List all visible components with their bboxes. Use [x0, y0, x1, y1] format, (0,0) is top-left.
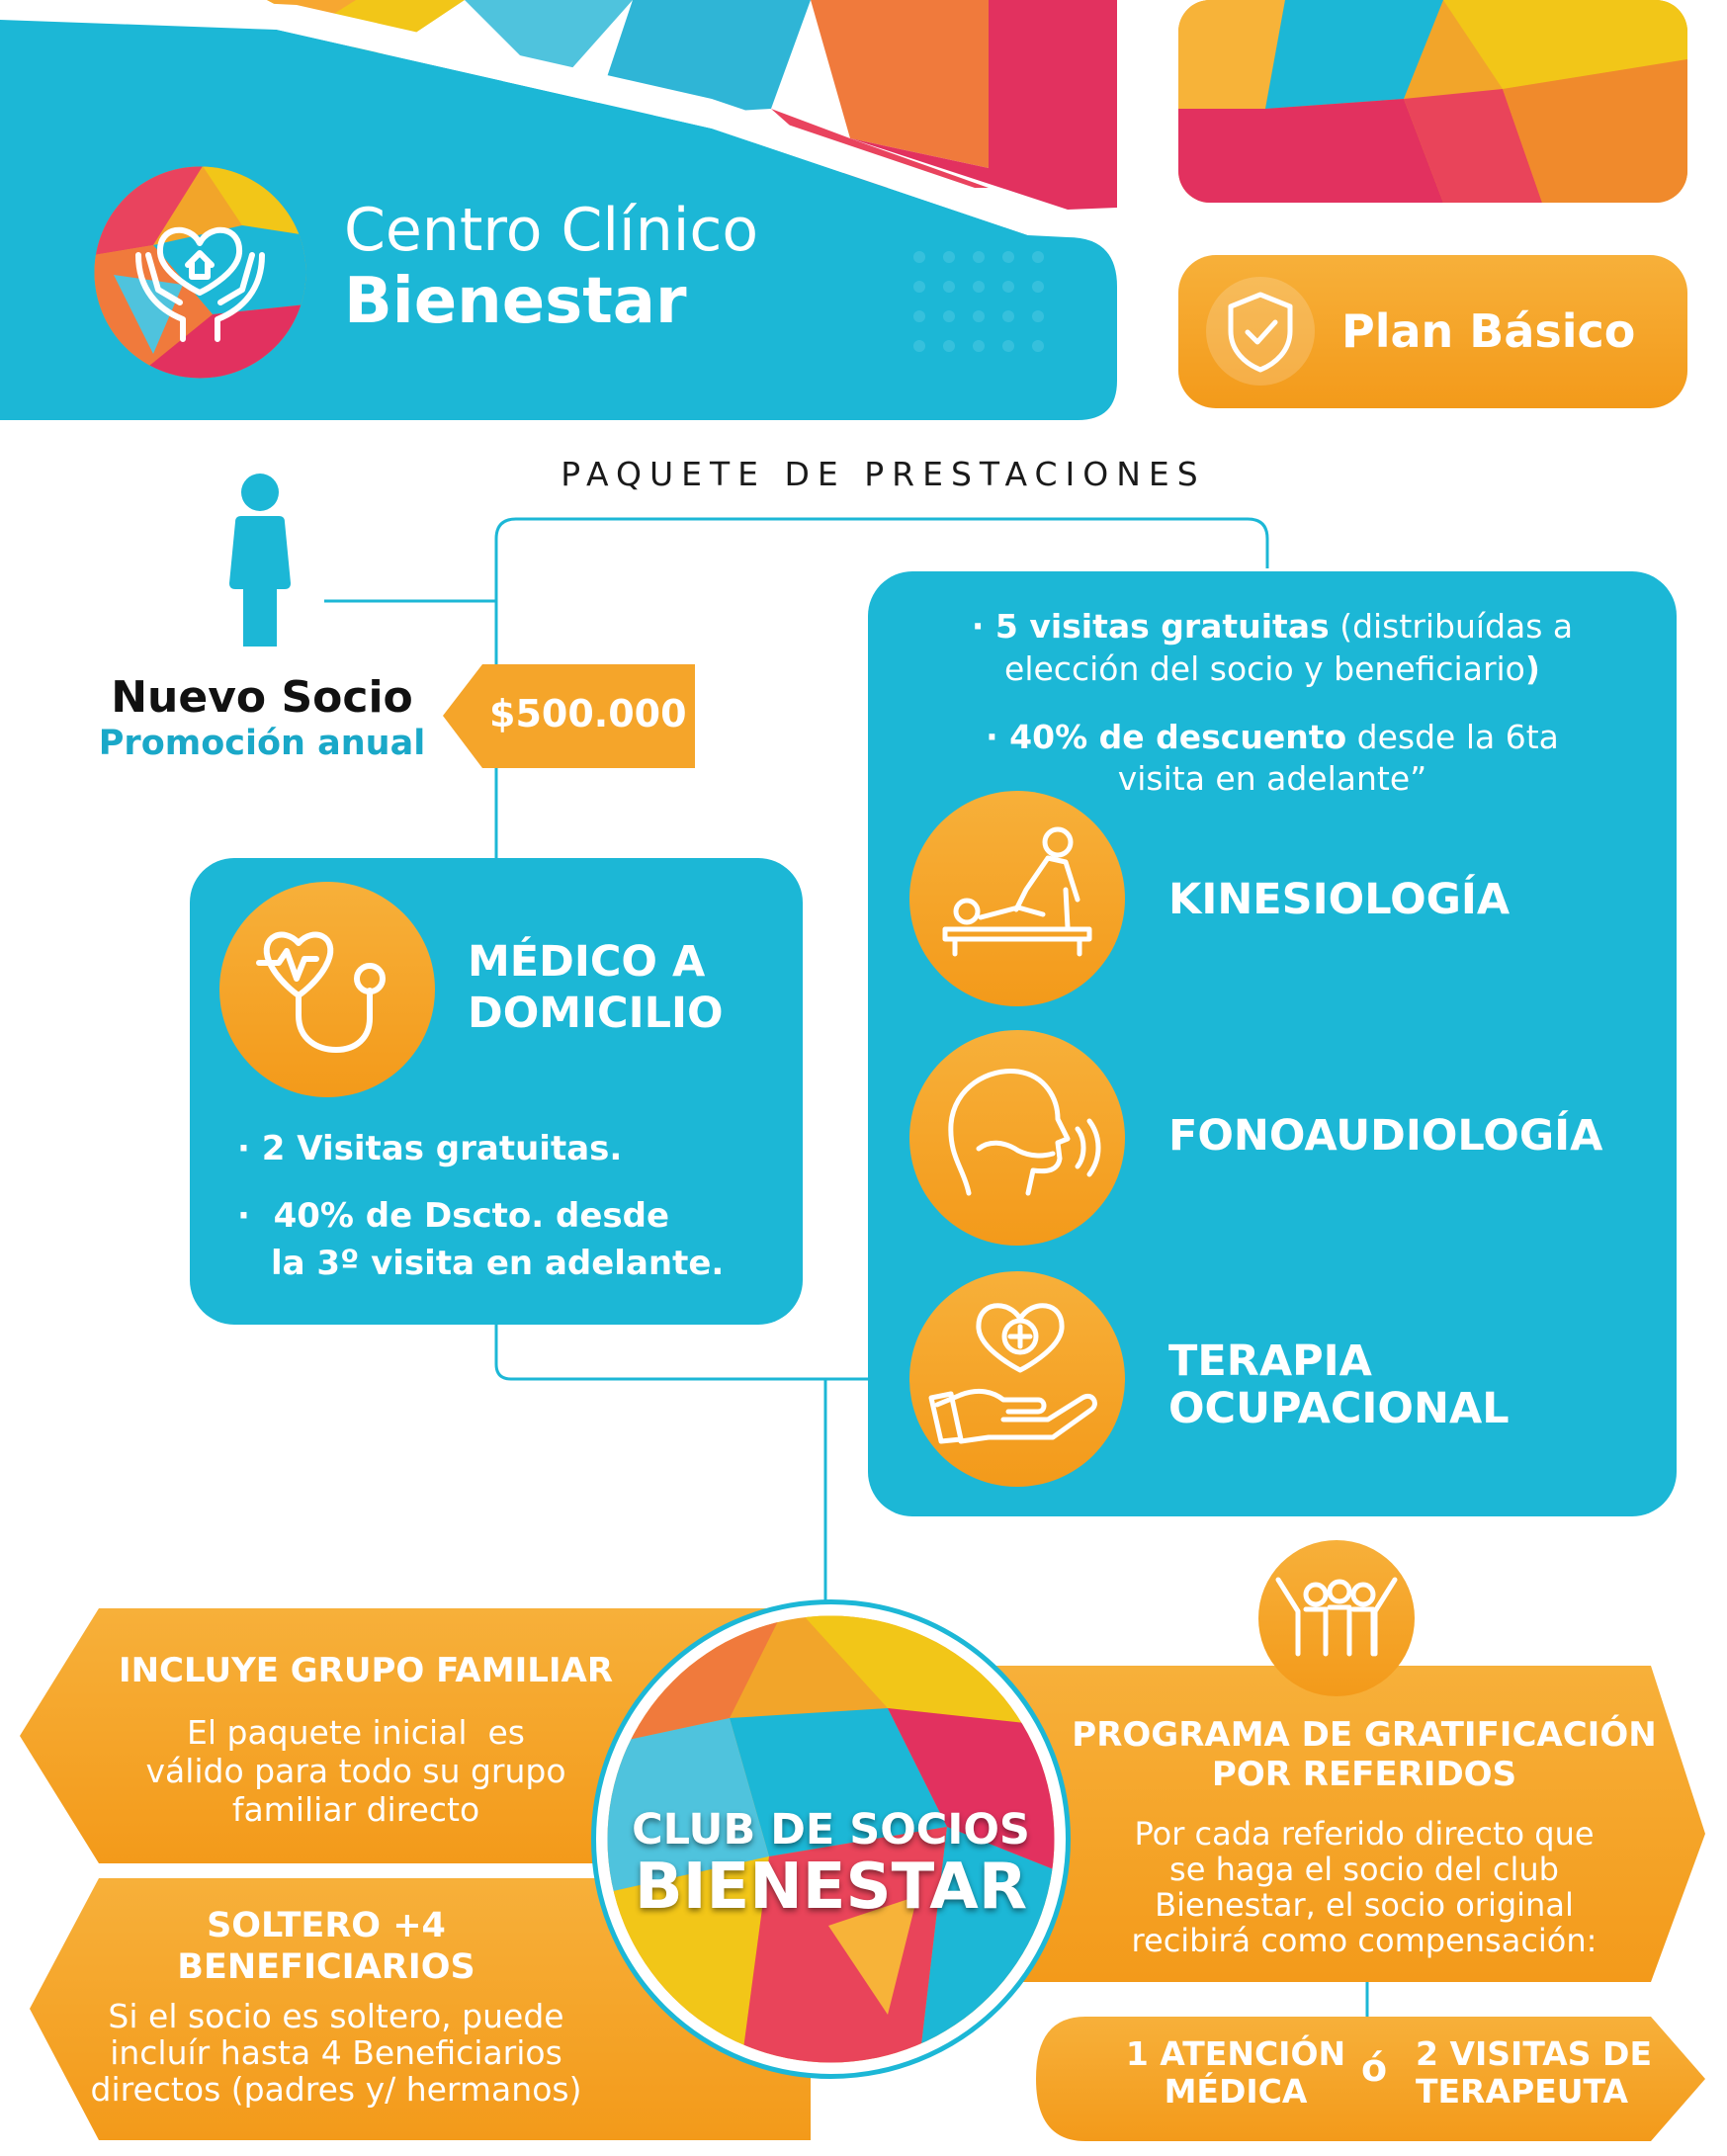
single-line3: directos (padres y/ hermanos): [90, 2070, 582, 2109]
family-title: INCLUYE GRUPO FAMILIAR: [118, 1651, 614, 1690]
option1-line2: MÉDICA: [1164, 2072, 1308, 2111]
service-fonoaudiologia: FONOAUDIOLOGÍA: [1168, 1111, 1603, 1161]
therapy-bullet1-line1: [868, 607, 1677, 646]
person-icon: [225, 473, 295, 654]
therapy-bullet2-line1: [868, 718, 1677, 756]
price-label: $500.000: [489, 692, 687, 735]
therapy-bullet1-line2-text: elección del socio y beneficiario: [1004, 649, 1525, 688]
medico-bullet1: · 2 Visitas gratuitas.: [237, 1129, 623, 1168]
therapy-bullet1-rest: (distribuídas a: [1329, 607, 1574, 646]
option2-line1: 2 VISITAS DE: [1416, 2034, 1652, 2073]
speech-head-icon: [909, 1030, 1125, 1246]
club-title-line2: BIENESTAR: [634, 1851, 1028, 1924]
therapy-bullet2-rest: desde la 6ta: [1346, 718, 1559, 756]
referral-line2: se haga el socio del club: [1169, 1851, 1559, 1888]
member-title: Nuevo Socio: [111, 672, 413, 723]
brand-name-line2: Bienestar: [344, 265, 687, 338]
family-line1: El paquete inicial es: [186, 1713, 525, 1752]
club-title-line1: CLUB DE SOCIOS: [632, 1805, 1030, 1854]
service-kinesiologia: KINESIOLOGÍA: [1168, 875, 1511, 924]
option-or: ó: [1360, 2046, 1388, 2090]
therapy-bullet1-line2: [868, 649, 1677, 688]
therapy-bullet1-bold: · 5 visitas gratuitas: [971, 607, 1330, 646]
medico-title-line1: MÉDICO A: [468, 937, 706, 987]
family-line2: válido para todo su grupo: [145, 1752, 566, 1790]
single-line2: incluír hasta 4 Beneficiarios: [110, 2033, 562, 2072]
option1-line1: 1 ATENCIÓN: [1125, 2034, 1346, 2073]
heart-hand-care-icon: [909, 1271, 1125, 1487]
referral-line3: Bienestar, el socio original: [1155, 1886, 1574, 1924]
service-terapia-line1: TERAPIA: [1168, 1337, 1372, 1386]
medico-title-line2: DOMICILIO: [468, 989, 724, 1038]
brand-name-line1: Centro Clínico: [344, 196, 759, 265]
referral-line4: recibirá como compensación:: [1131, 1922, 1597, 1959]
medico-bullet2-line1: · 40% de Dscto. desde: [237, 1196, 670, 1236]
group-people-icon: [1258, 1540, 1415, 1696]
single-title-line1: SOLTERO +4: [207, 1906, 446, 1945]
single-title-line2: BENEFICIARIOS: [177, 1947, 475, 1987]
referral-title-line1: PROGRAMA DE GRATIFICACIÓN: [1072, 1715, 1657, 1755]
therapy-bullet2-bold: · 40% de descuento: [986, 718, 1347, 756]
option2-line2: TERAPEUTA: [1416, 2072, 1629, 2111]
medico-bullet2-line2: la 3º visita en adelante.: [271, 1244, 725, 1283]
therapy-bullet1-paren: ): [1524, 649, 1540, 688]
plan-label: Plan Básico: [1341, 304, 1636, 358]
referral-line1: Por cada referido directo que: [1134, 1815, 1595, 1853]
therapy-bullet2-line2: visita en adelante”: [1117, 759, 1427, 798]
physiotherapy-icon: [909, 791, 1125, 1006]
family-line3: familiar directo: [231, 1790, 480, 1829]
stethoscope-icon: [219, 882, 435, 1097]
service-terapia-line2: OCUPACIONAL: [1168, 1384, 1510, 1433]
referral-title-line2: POR REFERIDOS: [1211, 1755, 1517, 1794]
section-title: PAQUETE DE PRESTACIONES: [561, 455, 1206, 493]
single-line1: Si el socio es soltero, puede: [108, 1997, 564, 2035]
member-subtitle: Promoción anual: [98, 724, 426, 763]
